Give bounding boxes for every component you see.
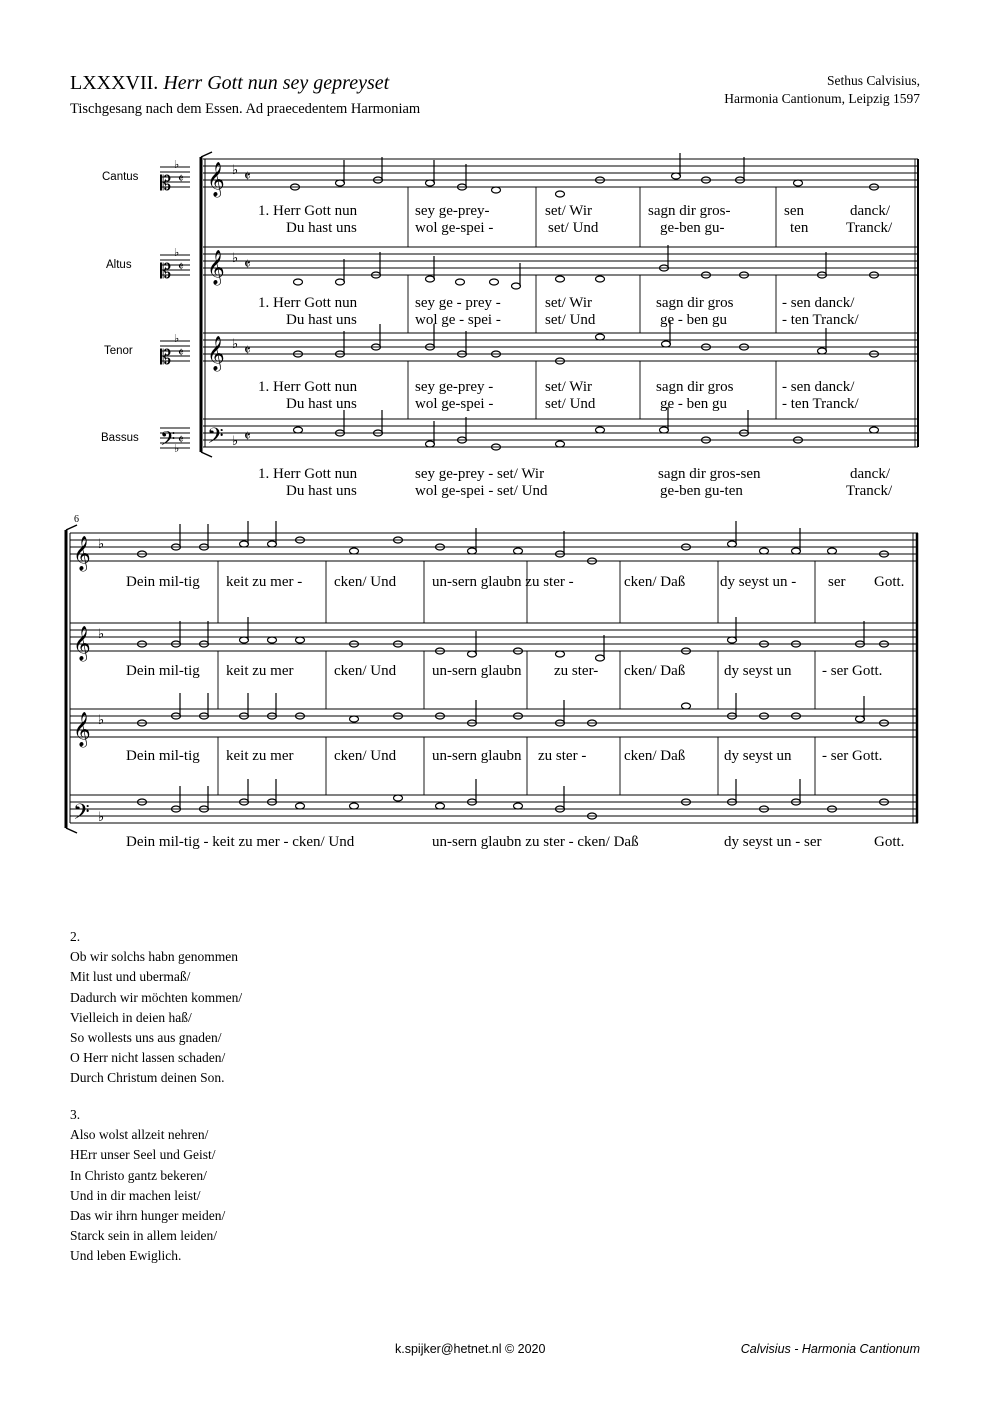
lyric-s2-cantus-6: dy seyst un - <box>720 574 797 590</box>
lyric-s2-altus-8: - ser Gott. <box>822 663 883 679</box>
lyric-cantus-1-1: 1. Herr Gott nun <box>258 203 358 219</box>
lyric-s2-tenor-2: keit zu mer <box>226 748 294 764</box>
lyric-s2-tenor-4: un-sern glaubn <box>432 748 522 764</box>
lyric-altus-2-4: ge - ben gu <box>660 312 728 328</box>
lyric-tenor-2-2: wol ge-spei - <box>415 396 494 412</box>
cut-time-icon: 𝄵 <box>178 260 184 275</box>
lyric-s2-tenor-8: - ser Gott. <box>822 748 883 764</box>
lyric-altus-2-5: - ten Tranck/ <box>782 312 859 328</box>
lyric-s2-cantus-3: cken/ Und <box>334 574 397 590</box>
cut-time-icon: 𝄵 <box>244 341 251 359</box>
lyric-s2-bassus-3: dy seyst un - ser <box>724 834 822 850</box>
lyric-s2-altus-7: dy seyst un <box>724 663 792 679</box>
f-clef-icon: 𝄢 <box>73 800 90 830</box>
f-clef-icon: 𝄢 <box>160 427 176 455</box>
lyric-s2-tenor-6: cken/ Daß <box>624 748 686 764</box>
lyric-tenor-1-5: - sen danck/ <box>782 379 855 395</box>
verse-line: Das wir ihrn hunger meiden/ <box>70 1208 226 1224</box>
flat-icon: ♭ <box>98 713 105 728</box>
verse-line: In Christo gantz bekeren/ <box>70 1167 207 1183</box>
footer-source: Calvisius - Harmonia Cantionum <box>740 1342 920 1356</box>
cut-time-icon: 𝄵 <box>244 255 251 273</box>
g-clef-icon: 𝄞 <box>73 626 91 661</box>
flat-icon: ♭ <box>174 442 180 455</box>
lyric-s2-tenor-5: zu ster - <box>538 748 587 764</box>
verse-line: Starck sein in allem leiden/ <box>70 1228 217 1244</box>
staff-cantus-s1 <box>203 159 918 187</box>
lyric-s2-cantus-1: Dein mil-tig <box>126 574 200 590</box>
lyric-s2-altus-3: cken/ Und <box>334 663 397 679</box>
lyric-bassus-1-3: sagn dir gros-sen <box>658 466 761 482</box>
incipit-staves <box>160 167 190 448</box>
flat-icon: ♭ <box>174 158 180 171</box>
cut-time-icon: 𝄵 <box>178 433 184 448</box>
lyric-bassus-2-3: ge-ben gu-ten <box>660 483 743 499</box>
lyric-s2-tenor-7: dy seyst un <box>724 748 792 764</box>
lyric-tenor-2-4: ge - ben gu <box>660 396 728 412</box>
verse-line: Ob wir solchs habn genommen <box>70 949 238 965</box>
verse-2 <box>70 927 242 1089</box>
staff-tenor-s1 <box>203 333 918 361</box>
lyric-cantus-2-3: set/ Und <box>548 220 599 236</box>
staff-altus-s2 <box>70 623 918 651</box>
flat-icon: ♭ <box>232 337 239 352</box>
lyric-s2-cantus-2: keit zu mer - <box>226 574 303 590</box>
lyric-cantus-1-3: set/ Wir <box>545 203 593 219</box>
g-clef-icon: 𝄞 <box>207 162 225 197</box>
lyric-s2-bassus-2: un-sern glaubn zu ster - cken/ Daß <box>432 834 639 850</box>
verse-number: 2. <box>70 929 81 944</box>
verse-line: Mit lust und ubermaß/ <box>70 969 191 985</box>
lyric-tenor-1-1: 1. Herr Gott nun <box>258 379 358 395</box>
lyric-altus-1-3: set/ Wir <box>545 295 593 311</box>
lyric-cantus-1-2: sey ge-prey- <box>415 203 490 219</box>
verse-line: HErr unser Seel und Geist/ <box>70 1147 216 1163</box>
verse-line: O Herr nicht lassen schaden/ <box>70 1050 226 1066</box>
verse-line: Vielleich in deien haß/ <box>70 1009 192 1025</box>
staff-bassus-s2 <box>70 795 918 823</box>
lyric-bassus-1-4: danck/ <box>850 466 890 482</box>
verse-line: Also wolst allzeit nehren/ <box>70 1127 209 1143</box>
piece-name: Herr Gott nun sey gepreyset <box>163 72 390 94</box>
lyric-bassus-2-4: Tranck/ <box>846 483 893 499</box>
lyric-tenor-2-5: - ten Tranck/ <box>782 396 859 412</box>
lyric-bassus-2-1: Du hast uns <box>286 483 357 499</box>
verse-3 <box>70 1105 225 1267</box>
lyric-s2-cantus-4: un-sern glaubn zu ster - <box>432 574 574 590</box>
f-clef-icon: 𝄢 <box>207 424 224 454</box>
lyric-s2-altus-5: zu ster- <box>554 663 599 679</box>
cut-time-icon: 𝄵 <box>178 172 184 187</box>
flat-icon: ♭ <box>232 251 239 266</box>
lyric-s2-altus-6: cken/ Daß <box>624 663 686 679</box>
g-clef-icon: 𝄞 <box>73 712 91 747</box>
lyric-altus-1-2: sey ge - prey - <box>415 295 501 311</box>
source-publication: Harmonia Cantionum, Leipzig 1597 <box>724 91 920 106</box>
lyric-s2-cantus-8: Gott. <box>874 574 905 590</box>
lyric-altus-2-3: set/ Und <box>545 312 596 328</box>
lyric-s2-cantus-5: cken/ Daß <box>624 574 686 590</box>
footer-copyright: k.spijker@hetnet.nl © 2020 <box>395 1342 546 1356</box>
lyric-bassus-1-1: 1. Herr Gott nun <box>258 466 358 482</box>
verse-line: Durch Christum deinen Son. <box>70 1070 225 1086</box>
lyric-cantus-2-2: wol ge-spei - <box>415 220 494 236</box>
lyric-bassus-2-2: wol ge-spei - set/ Und <box>415 483 548 499</box>
lyric-cantus-2-6: Tranck/ <box>846 220 893 236</box>
flat-icon: ♭ <box>98 537 105 552</box>
lyric-tenor-2-3: set/ Und <box>545 396 596 412</box>
verse-line: Dadurch wir möchten kommen/ <box>70 989 243 1005</box>
lyric-altus-1-5: - sen danck/ <box>782 295 855 311</box>
voice-label-cantus: Cantus <box>102 171 139 183</box>
lyric-s2-cantus-7: ser <box>828 574 846 590</box>
lyric-s2-bassus-1: Dein mil-tig - keit zu mer - cken/ Und <box>126 834 355 850</box>
flat-icon: ♭ <box>98 810 105 825</box>
measure-number: 6 <box>74 514 79 525</box>
lyric-tenor-1-3: set/ Wir <box>545 379 593 395</box>
c-clef-icon: 𝄡 <box>160 345 172 369</box>
flat-icon: ♭ <box>232 434 239 449</box>
staff-cantus-s2 <box>70 533 918 561</box>
lyric-tenor-2-1: Du hast uns <box>286 396 357 412</box>
lyric-altus-1-1: 1. Herr Gott nun <box>258 295 358 311</box>
voice-label-bassus: Bassus <box>101 432 139 444</box>
lyric-cantus-2-1: Du hast uns <box>286 220 357 236</box>
composer-name: Sethus Calvisius, <box>826 73 920 88</box>
piece-number: LXXXVII. <box>70 72 159 94</box>
cut-time-icon: 𝄵 <box>244 167 251 185</box>
verse-line: So wollests uns aus gnaden/ <box>70 1030 222 1046</box>
flat-icon: ♭ <box>174 246 180 259</box>
lyric-s2-bassus-4: Gott. <box>874 834 905 850</box>
lyric-tenor-1-4: sagn dir gros <box>656 379 734 395</box>
lyric-altus-2-1: Du hast uns <box>286 312 357 328</box>
cut-time-icon: 𝄵 <box>178 346 184 361</box>
staff-tenor-s2 <box>70 709 918 737</box>
verse-line: Und in dir machen leist/ <box>70 1187 201 1203</box>
g-clef-icon: 𝄞 <box>207 336 225 371</box>
lyric-cantus-1-5: sen <box>784 203 804 219</box>
lyric-bassus-1-2: sey ge-prey - set/ Wir <box>415 466 545 482</box>
flat-icon: ♭ <box>174 332 180 345</box>
piece-subtitle: Tischgesang nach dem Essen. Ad praecedentem Harmoniam <box>70 101 421 117</box>
lyric-cantus-2-5: ten <box>790 220 809 236</box>
c-clef-icon: 𝄡 <box>160 171 172 195</box>
flat-icon: ♭ <box>232 163 239 178</box>
c-clef-icon: 𝄡 <box>160 259 172 283</box>
lyric-cantus-2-4: ge-ben gu- <box>660 220 725 236</box>
lyric-altus-2-2: wol ge - spei - <box>415 312 501 328</box>
system1-clefs <box>207 162 251 454</box>
lyric-cantus-1-6: danck/ <box>850 203 890 219</box>
cut-time-icon: 𝄵 <box>244 427 251 445</box>
lyric-cantus-1-4: sagn dir gros- <box>648 203 731 219</box>
verse-line: Und leben Ewiglich. <box>70 1248 182 1264</box>
lyric-s2-altus-1: Dein mil-tig <box>126 663 200 679</box>
incipit-clefs <box>160 158 184 455</box>
staff-bassus-s1 <box>203 419 918 447</box>
lyric-s2-tenor-1: Dein mil-tig <box>126 748 200 764</box>
voice-label-altus: Altus <box>106 259 132 271</box>
lyric-tenor-1-2: sey ge-prey - <box>415 379 494 395</box>
lyric-s2-tenor-3: cken/ Und <box>334 748 397 764</box>
staff-altus-s1 <box>203 247 918 275</box>
system2-clefs <box>73 536 104 830</box>
lyric-altus-1-4: sagn dir gros <box>656 295 734 311</box>
lyric-s2-altus-4: un-sern glaubn <box>432 663 522 679</box>
voice-label-tenor: Tenor <box>104 345 133 357</box>
verse-number: 3. <box>70 1107 81 1122</box>
g-clef-icon: 𝄞 <box>73 536 91 571</box>
g-clef-icon: 𝄞 <box>207 250 225 285</box>
flat-icon: ♭ <box>98 627 105 642</box>
lyric-s2-altus-2: keit zu mer <box>226 663 294 679</box>
